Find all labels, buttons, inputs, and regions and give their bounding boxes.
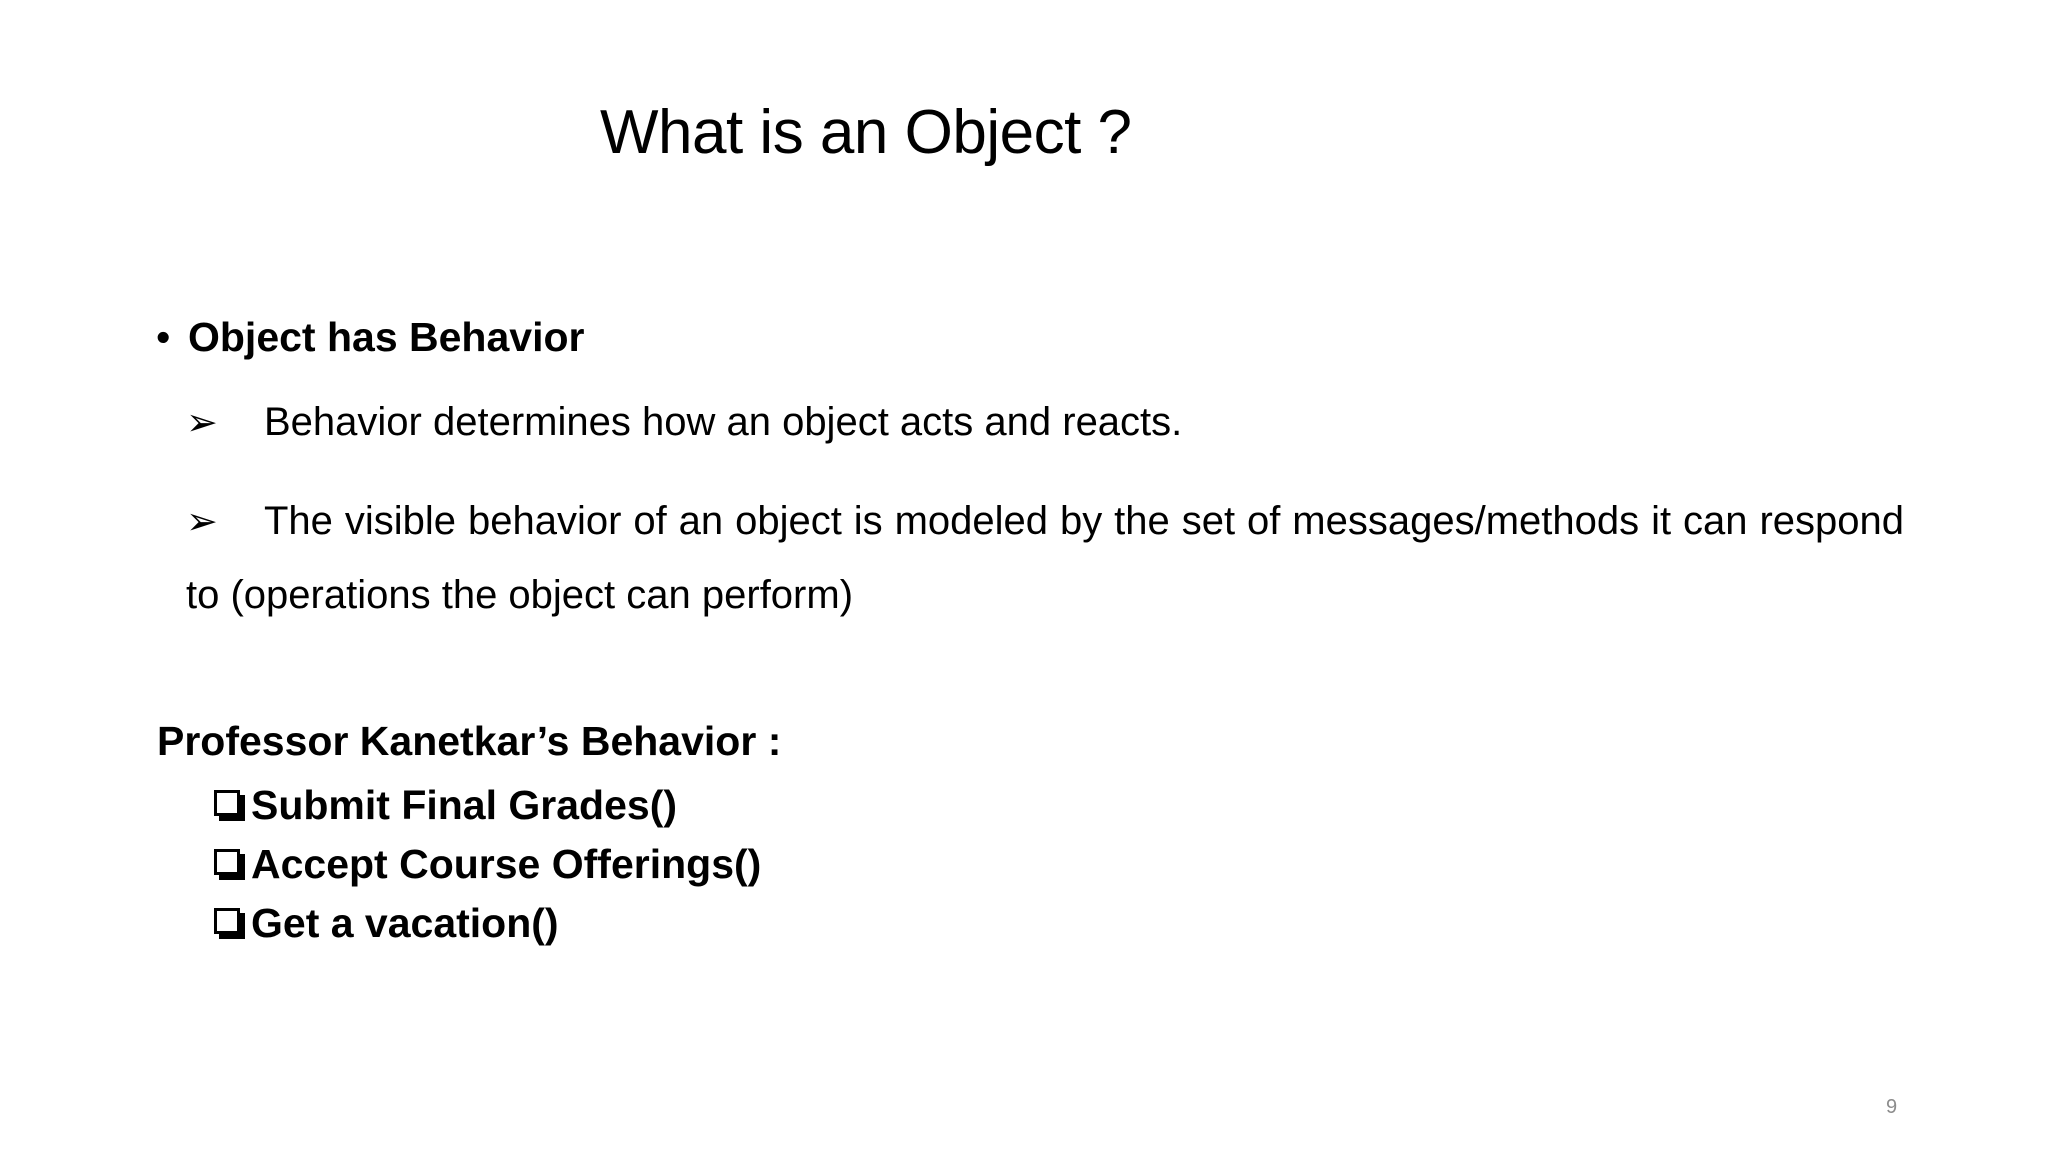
checkbox-bullet-icon — [214, 790, 240, 816]
sub-bullet-visible-behavior — [186, 484, 1904, 632]
professor-behavior-heading: Professor Kanetkar’s Behavior : — [157, 718, 782, 764]
sub-bullet-text: Behavior determines how an object acts and reacts. — [264, 400, 1183, 444]
behavior-item-text: Submit Final Grades() — [251, 782, 677, 828]
slide-title: What is an Object ? — [600, 98, 1132, 167]
main-bullet-text: Object has Behavior — [188, 314, 585, 360]
bullet-dot-icon: • — [156, 314, 171, 360]
checkbox-bullet-icon — [214, 849, 240, 875]
checkbox-bullet-icon — [214, 908, 240, 934]
arrow-bullet-icon: ➢ — [186, 400, 218, 444]
behavior-list — [214, 776, 761, 953]
behavior-item — [214, 894, 761, 953]
page-number: 9 — [1886, 1096, 1898, 1118]
arrow-bullet-icon: ➢ — [186, 499, 218, 543]
behavior-item — [214, 776, 761, 835]
behavior-item-text: Get a vacation() — [251, 900, 559, 946]
sub-bullet-behavior-definition — [186, 400, 1182, 445]
sub-bullet-text: The visible behavior of an object is modeled by the set of messages/methods it can respond to (operations the object can perform) — [186, 499, 1904, 617]
main-bullet — [156, 314, 584, 361]
behavior-item-text: Accept Course Offerings() — [251, 841, 762, 887]
behavior-item — [214, 835, 761, 894]
